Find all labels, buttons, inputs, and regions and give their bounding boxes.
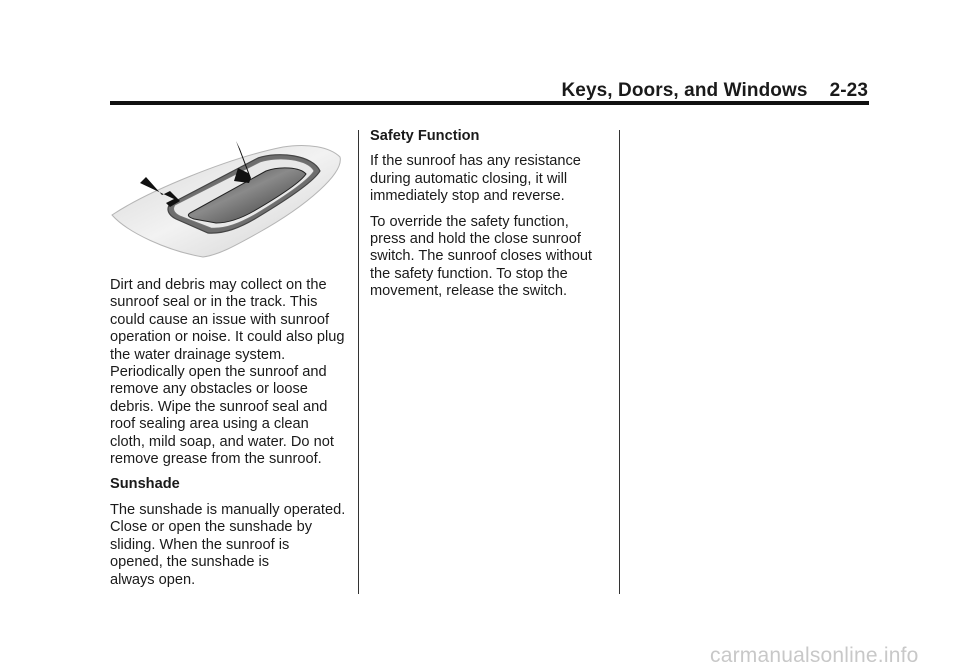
text-line: If the sunroof has any resistance bbox=[370, 153, 581, 170]
text-line: opened, the sunshade is bbox=[110, 554, 270, 571]
column-divider-left bbox=[358, 130, 359, 594]
text-line: during automatic closing, it will bbox=[370, 170, 568, 187]
text-line: Periodically open the sunroof and bbox=[110, 364, 327, 381]
section-title: Keys, Doors, and Windows bbox=[561, 80, 808, 101]
text-line: remove any obstacles or loose bbox=[110, 381, 308, 398]
text-line: always open. bbox=[110, 571, 196, 588]
text-line: sunroof seal or in the track. This bbox=[110, 294, 318, 311]
sunroof-seal-illustration bbox=[108, 133, 348, 261]
text-line: press and hold the close sunroof bbox=[370, 231, 581, 248]
sunshade-paragraph bbox=[110, 502, 356, 589]
text-line: the safety function. To stop the bbox=[370, 265, 568, 282]
page-header bbox=[0, 80, 868, 102]
text-line: Close or open the sunshade by bbox=[110, 519, 313, 536]
column-divider-right bbox=[619, 130, 620, 594]
text-line: To override the safety function, bbox=[370, 213, 569, 230]
text-line: could cause an issue with sunroof bbox=[110, 311, 330, 328]
safety-paragraph-1 bbox=[370, 153, 616, 205]
text-line: cloth, mild soap, and water. Do not bbox=[110, 433, 334, 450]
text-line: switch. The sunroof closes without bbox=[370, 248, 592, 265]
text-line: roof sealing area using a clean bbox=[110, 416, 309, 433]
text-line: remove grease from the sunroof. bbox=[110, 451, 322, 468]
left-column bbox=[110, 277, 356, 597]
text-line: operation or noise. It could also plug bbox=[110, 329, 345, 346]
text-line: debris. Wipe the sunroof seal and bbox=[110, 398, 328, 415]
text-line: the water drainage system. bbox=[110, 346, 286, 363]
header-rule bbox=[110, 101, 869, 105]
watermark: carmanualsonline.info bbox=[710, 644, 919, 667]
middle-column bbox=[370, 128, 616, 309]
text-line: movement, release the switch. bbox=[370, 283, 568, 300]
text-line: immediately stop and reverse. bbox=[370, 188, 565, 205]
text-line: Dirt and debris may collect on the bbox=[110, 277, 327, 293]
sunshade-heading: Sunshade bbox=[110, 476, 180, 493]
page-number: 2-23 bbox=[829, 80, 868, 101]
safety-paragraph-2 bbox=[370, 214, 616, 301]
safety-function-heading: Safety Function bbox=[370, 128, 480, 144]
text-line: The sunshade is manually operated. bbox=[110, 501, 346, 518]
text-line: sliding. When the sunroof is bbox=[110, 536, 290, 553]
debris-paragraph bbox=[110, 277, 356, 468]
